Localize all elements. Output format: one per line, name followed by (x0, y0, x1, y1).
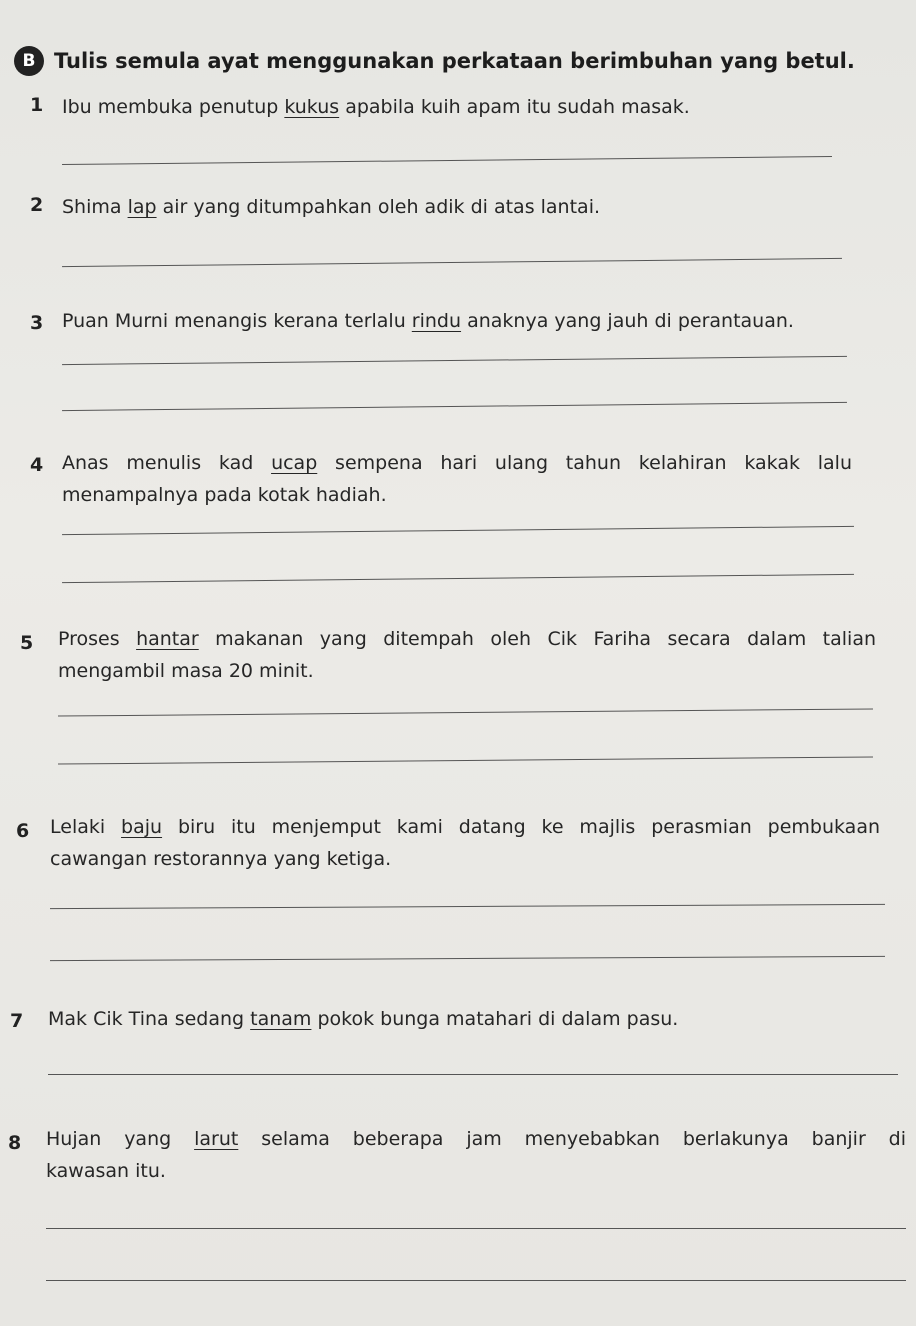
answer-line[interactable] (50, 956, 885, 961)
question-4-text-line2: menampalnya pada kotak hadiah. (62, 484, 387, 506)
question-4-text: Anas menulis kad ucap sempena hari ulang tahun kelahiran kakak lalu (62, 452, 852, 474)
question-number: 5 (20, 632, 34, 654)
answer-line[interactable] (46, 1280, 906, 1281)
answer-line[interactable] (62, 574, 854, 583)
target-word: lap (127, 196, 157, 218)
question-1-text: Ibu membuka penutup kukus apabila kuih apam itu sudah masak. (62, 96, 690, 118)
target-word: tanam (250, 1008, 312, 1030)
target-word: ucap (271, 452, 318, 474)
answer-line[interactable] (62, 258, 842, 267)
question-number: 4 (30, 454, 44, 476)
question-number: 1 (30, 94, 44, 116)
question-8-text: Hujan yang larut selama beberapa jam menyebabkan berlakunya banjir di (46, 1128, 906, 1150)
answer-line[interactable] (46, 1228, 906, 1229)
instruction-text: Tulis semula ayat menggunakan perkataan berimbuhan yang betul. (54, 49, 855, 73)
question-number: 2 (30, 194, 44, 216)
target-word: kukus (284, 96, 340, 118)
section-header (14, 46, 855, 76)
answer-line[interactable] (62, 402, 847, 411)
question-8-text-line2: kawasan itu. (46, 1160, 166, 1182)
answer-line[interactable] (62, 356, 847, 365)
question-number: 3 (30, 312, 44, 334)
answer-line[interactable] (62, 526, 854, 535)
target-word: larut (194, 1128, 239, 1150)
question-number: 7 (10, 1010, 24, 1032)
target-word: hantar (136, 628, 199, 650)
question-2-text: Shima lap air yang ditumpahkan oleh adik di atas lantai. (62, 196, 601, 218)
answer-line[interactable] (62, 156, 832, 165)
question-5-text-line2: mengambil masa 20 minit. (58, 660, 314, 682)
answer-line[interactable] (50, 904, 885, 909)
answer-line[interactable] (58, 756, 873, 764)
question-5-text: Proses hantar makanan yang ditempah oleh Cik Fariha secara dalam talian (58, 628, 877, 650)
question-6-text-line2: cawangan restorannya yang ketiga. (50, 848, 392, 870)
question-number: 6 (16, 820, 30, 842)
section-badge: B (14, 46, 44, 76)
question-3-text: Puan Murni menangis kerana terlalu rindu anaknya yang jauh di perantauan. (62, 310, 794, 332)
target-word: baju (121, 816, 163, 838)
answer-line[interactable] (48, 1074, 898, 1075)
question-7-text: Mak Cik Tina sedang tanam pokok bunga matahari di dalam pasu. (48, 1008, 679, 1030)
question-number: 8 (8, 1132, 22, 1154)
question-6-text: Lelaki baju biru itu menjemput kami datang ke majlis perasmian pembukaan (50, 816, 881, 838)
target-word: rindu (411, 310, 462, 332)
answer-line[interactable] (58, 708, 873, 716)
